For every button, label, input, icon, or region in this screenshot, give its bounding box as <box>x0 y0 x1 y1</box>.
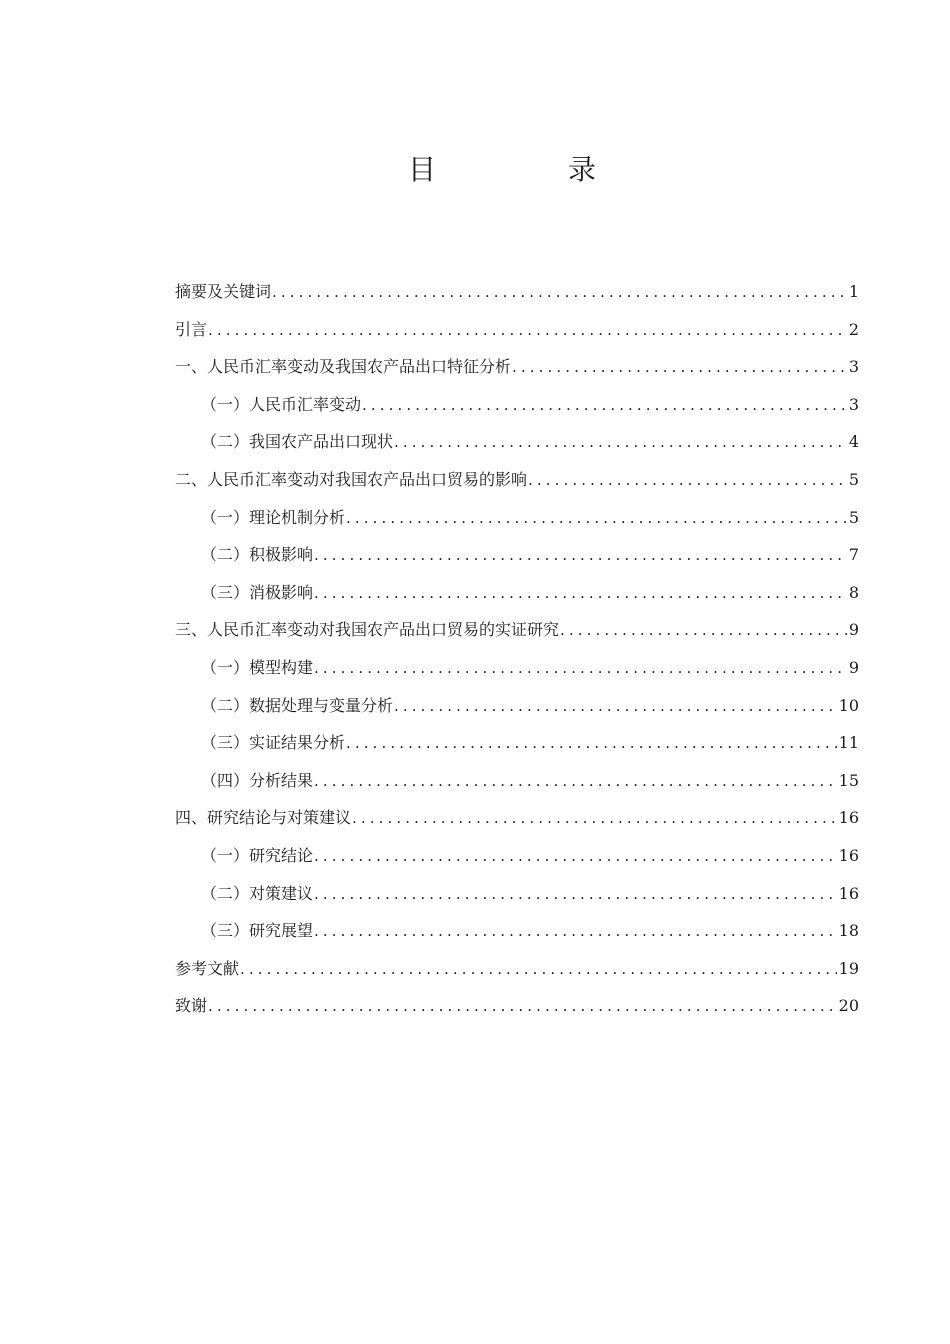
toc-entry-title: 引言 <box>175 319 208 339</box>
toc-entry[interactable] <box>175 880 859 918</box>
toc-entry[interactable] <box>175 353 859 391</box>
toc-dot-leader <box>314 579 847 607</box>
toc-entry[interactable] <box>175 504 859 542</box>
toc-entry-title: （二）数据处理与变量分析 <box>201 695 394 715</box>
table-of-contents <box>175 278 859 1030</box>
toc-page-number: 16 <box>838 845 859 865</box>
toc-page-number: 5 <box>848 507 859 527</box>
toc-entry[interactable] <box>175 428 859 466</box>
toc-entry[interactable] <box>175 616 859 654</box>
page-title: 目 录 <box>407 153 648 186</box>
toc-entry-title: （一）理论机制分析 <box>201 507 346 527</box>
toc-page-number: 18 <box>838 921 859 941</box>
toc-dot-leader <box>208 992 837 1020</box>
toc-dot-leader <box>346 729 837 757</box>
toc-entry[interactable] <box>175 729 859 767</box>
toc-entry-title: （四）分析结果 <box>201 770 314 790</box>
toc-entry[interactable] <box>175 654 859 692</box>
toc-dot-leader <box>352 804 837 832</box>
toc-entry-title: 摘要及关键词 <box>175 282 272 301</box>
toc-dot-leader <box>240 955 837 983</box>
toc-entry-title: 一、人民币汇率变动及我国农产品出口特征分析 <box>175 357 512 377</box>
toc-entry-title: （一）模型构建 <box>201 657 314 677</box>
toc-dot-leader <box>528 466 847 494</box>
toc-dot-leader <box>314 767 837 795</box>
toc-entry[interactable] <box>175 466 859 504</box>
toc-entry[interactable] <box>175 917 859 955</box>
toc-page-number: 3 <box>848 357 859 377</box>
toc-page-number: 10 <box>838 695 859 715</box>
toc-dot-leader <box>314 880 837 908</box>
toc-dot-leader <box>512 353 847 381</box>
toc-dot-leader <box>208 316 847 344</box>
toc-dot-leader <box>394 428 847 456</box>
toc-page-number: 16 <box>838 808 859 828</box>
toc-entry[interactable] <box>175 842 859 880</box>
toc-entry-title: （三）研究展望 <box>201 921 314 941</box>
toc-entry-title: （一）研究结论 <box>201 845 314 865</box>
toc-entry-title: 致谢 <box>175 996 208 1016</box>
toc-dot-leader <box>314 541 847 569</box>
toc-dot-leader <box>314 917 837 945</box>
toc-page-number: 3 <box>848 394 859 414</box>
toc-page-number: 9 <box>848 657 859 677</box>
toc-entry[interactable] <box>175 804 859 842</box>
toc-entry-title: （三）实证结果分析 <box>201 733 346 753</box>
toc-dot-leader <box>394 692 837 720</box>
toc-page-number: 2 <box>848 319 859 339</box>
toc-entry-title: 三、人民币汇率变动对我国农产品出口贸易的实证研究 <box>175 620 560 640</box>
toc-entry-title: （三）消极影响 <box>201 582 314 602</box>
toc-dot-leader <box>362 391 847 419</box>
toc-page-number: 15 <box>838 770 859 790</box>
toc-entry-title: （二）对策建议 <box>201 883 314 903</box>
toc-page-number: 8 <box>848 582 859 602</box>
toc-dot-leader <box>346 504 847 532</box>
toc-dot-leader <box>314 654 847 682</box>
toc-entry-title: 参考文献 <box>175 958 240 978</box>
toc-page-number: 4 <box>848 432 859 452</box>
toc-entry-title: 四、研究结论与对策建议 <box>175 808 352 828</box>
toc-page-number: 7 <box>848 545 859 565</box>
toc-dot-leader <box>314 842 837 870</box>
toc-entry-title: （一）人民币汇率变动 <box>201 394 362 414</box>
toc-entry[interactable] <box>175 767 859 805</box>
toc-entry[interactable] <box>175 692 859 730</box>
toc-entry[interactable] <box>175 992 859 1030</box>
toc-entry[interactable] <box>175 579 859 617</box>
toc-entry-title: （二）我国农产品出口现状 <box>201 432 394 452</box>
toc-entry[interactable] <box>175 955 859 993</box>
toc-entry[interactable] <box>175 541 859 579</box>
toc-page-number: 9 <box>848 620 859 640</box>
toc-page-number: 20 <box>838 996 859 1016</box>
toc-entry[interactable] <box>175 278 859 316</box>
toc-entry[interactable] <box>175 391 859 429</box>
toc-entry[interactable] <box>175 316 859 354</box>
toc-entry-title: 二、人民币汇率变动对我国农产品出口贸易的影响 <box>175 469 528 489</box>
toc-page-number: 5 <box>848 469 859 489</box>
toc-page-number: 16 <box>838 883 859 903</box>
toc-page-number: 1 <box>848 282 859 301</box>
toc-entry-title: （二）积极影响 <box>201 545 314 565</box>
toc-page-number: 19 <box>838 958 859 978</box>
toc-dot-leader <box>560 616 847 644</box>
toc-dot-leader <box>272 278 847 306</box>
toc-page-number: 11 <box>838 733 859 753</box>
